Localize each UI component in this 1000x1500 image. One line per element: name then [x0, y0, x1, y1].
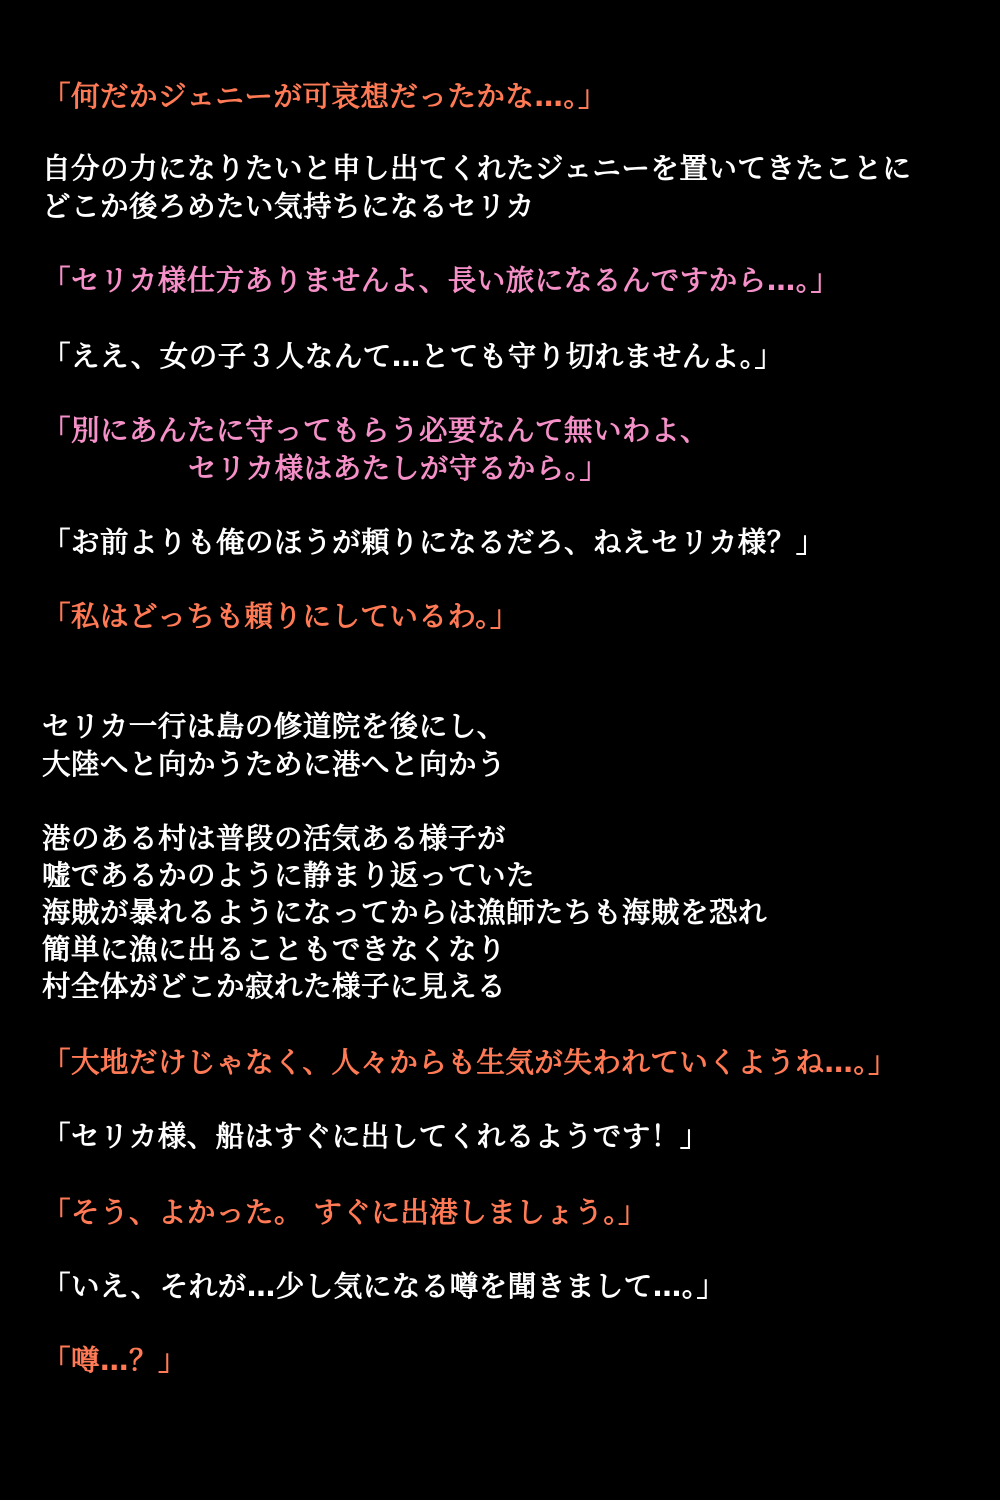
narration-line: 大陸へと向かうために港へと向かう [42, 748, 507, 781]
dialogue-serika: 「何だかジェニーが可哀想だったかな…。」 [42, 80, 608, 113]
dialogue-serika: 「そう、よかった。 すぐに出港しましょう。」 [42, 1196, 648, 1229]
dialogue-male-companion: 「お前よりも俺のほうが頼りになるだろ、ねえセリカ様？」 [42, 526, 825, 559]
dialogue-serika: 「大地だけじゃなく、人々からも生気が失われていくようね…。」 [42, 1046, 898, 1079]
dialogue-male-companion: 「セリカ様、船はすぐに出してくれるようです！」 [42, 1120, 709, 1153]
dialogue-jenny-companion: 「別にあんたに守ってもらう必要なんて無いわよ、 [42, 414, 710, 447]
narration-line: 自分の力になりたいと申し出てくれたジェニーを置いてきたことに [42, 152, 912, 185]
narration-line: 港のある村は普段の活気ある様子が [42, 822, 507, 855]
narration-line: 簡単に漁に出ることもできなくなり [42, 933, 507, 966]
dialogue-jenny-companion: 「セリカ様仕方ありませんよ、長い旅になるんですから…。」 [42, 264, 840, 297]
dialogue-male-companion: 「ええ、女の子３人なんて…とても守り切れませんよ。」 [42, 340, 784, 373]
narration-line: 海賊が暴れるようになってからは漁師たちも海賊を恐れ [42, 896, 768, 929]
narration-line: セリカ一行は島の修道院を後にし、 [42, 710, 506, 743]
narration-line: どこか後ろめたい気持ちになるセリカ [42, 190, 535, 223]
dialogue-jenny-companion-continued: セリカ様はあたしが守るから。」 [188, 452, 609, 485]
narration-line: 村全体がどこか寂れた様子に見える [42, 970, 507, 1003]
narration-line: 嘘であるかのように静まり返っていた [42, 859, 536, 892]
dialogue-serika: 「私はどっちも頼りにしているわ。」 [42, 600, 520, 633]
dialogue-serika: 「噂…？」 [42, 1344, 188, 1377]
dialogue-male-companion: 「いえ、それが…少し気になる噂を聞きまして…。」 [42, 1270, 726, 1303]
